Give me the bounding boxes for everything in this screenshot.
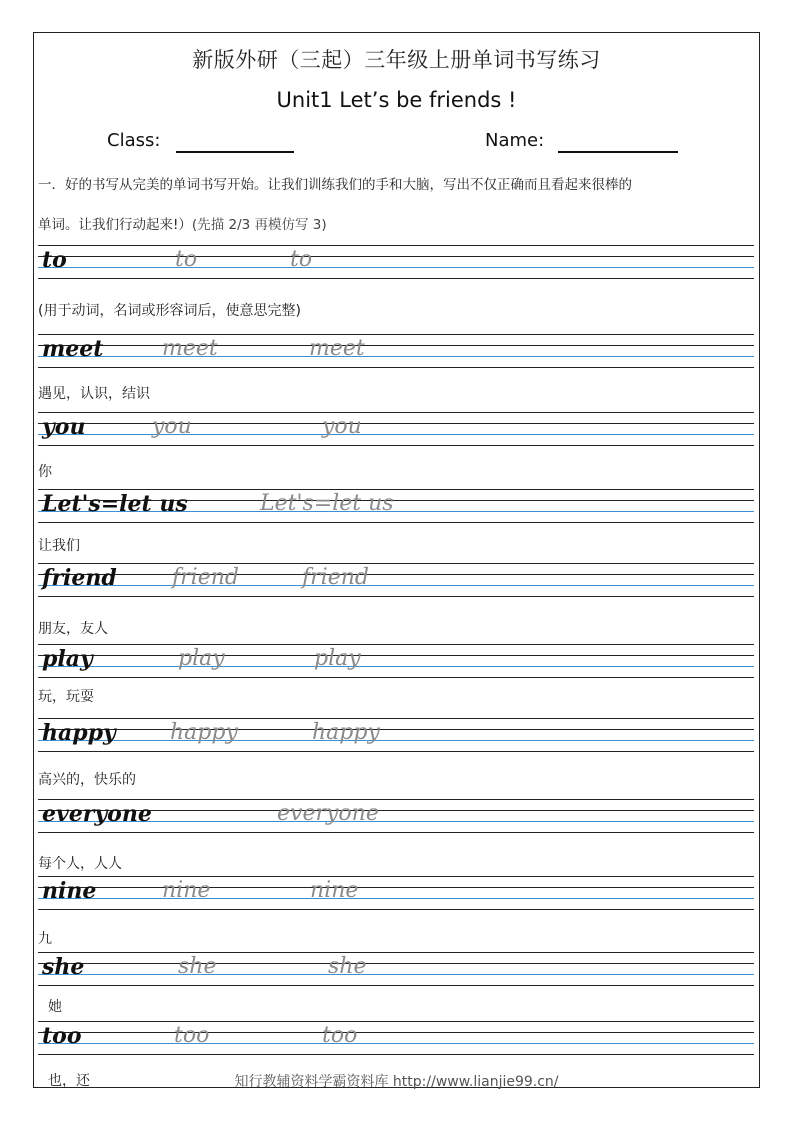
guide-line bbox=[38, 367, 754, 368]
writing-lines[interactable] bbox=[38, 412, 754, 448]
guide-line bbox=[38, 445, 754, 446]
guide-line bbox=[38, 909, 754, 910]
guide-line bbox=[38, 278, 754, 279]
trace-word: play bbox=[178, 646, 225, 671]
baseline-guide bbox=[38, 898, 754, 899]
trace-word: you bbox=[322, 414, 362, 439]
baseline-guide bbox=[38, 585, 754, 586]
trace-word: Let's=let us bbox=[260, 491, 394, 516]
guide-line bbox=[38, 256, 754, 257]
model-word: meet bbox=[42, 336, 104, 362]
name-field[interactable] bbox=[558, 151, 678, 153]
word-meaning: 玩，玩耍 bbox=[38, 689, 94, 705]
guide-line bbox=[38, 334, 754, 335]
writing-lines[interactable] bbox=[38, 952, 754, 988]
baseline-guide bbox=[38, 356, 754, 357]
guide-line bbox=[38, 832, 754, 833]
class-field[interactable] bbox=[176, 151, 294, 153]
model-word: you bbox=[42, 414, 86, 440]
model-word: to bbox=[42, 247, 67, 273]
guide-line bbox=[38, 522, 754, 523]
baseline-guide bbox=[38, 740, 754, 741]
baseline-guide bbox=[38, 434, 754, 435]
trace-word: too bbox=[322, 1023, 358, 1048]
guide-line bbox=[38, 729, 754, 730]
word-meaning: 朋友，友人 bbox=[38, 621, 108, 637]
word-meaning: 你 bbox=[38, 464, 52, 480]
model-word: nine bbox=[42, 878, 97, 904]
guide-line bbox=[38, 952, 754, 953]
writing-lines[interactable] bbox=[38, 644, 754, 680]
instruction-hint: (先描 2/3 再模仿写 3) bbox=[191, 217, 327, 233]
model-word: friend bbox=[42, 565, 117, 591]
word-meaning: 九 bbox=[38, 931, 52, 947]
instruction-text: 单词。让我们行动起来!） bbox=[38, 217, 192, 233]
guide-line bbox=[38, 985, 754, 986]
class-label: Class: bbox=[107, 130, 161, 151]
writing-lines[interactable] bbox=[38, 1021, 754, 1057]
baseline-guide bbox=[38, 267, 754, 268]
trace-word: everyone bbox=[277, 801, 379, 826]
writing-lines[interactable] bbox=[38, 563, 754, 599]
trace-word: play bbox=[314, 646, 361, 671]
guide-line bbox=[38, 489, 754, 490]
guide-line bbox=[38, 887, 754, 888]
word-meaning: (用于动词，名词或形容词后，使意思完整) bbox=[38, 303, 301, 319]
writing-lines[interactable] bbox=[38, 718, 754, 754]
word-meaning: 她 bbox=[48, 999, 62, 1015]
trace-word: happy bbox=[170, 720, 238, 745]
model-word: Let's=let us bbox=[42, 491, 188, 517]
guide-line bbox=[38, 751, 754, 752]
name-label: Name: bbox=[485, 130, 545, 151]
trace-word: to bbox=[290, 247, 313, 272]
model-word: she bbox=[42, 954, 85, 980]
guide-line bbox=[38, 963, 754, 964]
writing-lines[interactable] bbox=[38, 334, 754, 370]
guide-line bbox=[38, 1054, 754, 1055]
trace-word: nine bbox=[310, 878, 359, 903]
guide-line bbox=[38, 345, 754, 346]
trace-word: meet bbox=[162, 336, 218, 361]
guide-line bbox=[38, 876, 754, 877]
model-word: too bbox=[42, 1023, 82, 1049]
trace-word: too bbox=[174, 1023, 210, 1048]
guide-line bbox=[38, 799, 754, 800]
instruction-line-2 bbox=[38, 215, 754, 235]
guide-line bbox=[38, 655, 754, 656]
guide-line bbox=[38, 574, 754, 575]
guide-line bbox=[38, 718, 754, 719]
word-meaning: 高兴的，快乐的 bbox=[38, 772, 136, 788]
model-word: play bbox=[42, 646, 93, 672]
model-word: happy bbox=[42, 720, 116, 746]
trace-word: friend bbox=[302, 565, 369, 590]
guide-line bbox=[38, 1021, 754, 1022]
instruction-line-1: 一．好的书写从完美的单词书写开始。让我们训练我们的手和大脑，写出不仅正确而且看起来很棒的 bbox=[38, 177, 632, 193]
guide-line bbox=[38, 412, 754, 413]
model-word: everyone bbox=[42, 801, 152, 827]
writing-lines[interactable] bbox=[38, 245, 754, 281]
trace-word: nine bbox=[162, 878, 211, 903]
baseline-guide bbox=[38, 1043, 754, 1044]
unit-title: Unit1 Let’s be friends ! bbox=[276, 88, 517, 112]
trace-word: you bbox=[152, 414, 192, 439]
word-meaning: 也，还 bbox=[48, 1073, 90, 1089]
guide-line bbox=[38, 1032, 754, 1033]
guide-line bbox=[38, 563, 754, 564]
trace-word: she bbox=[328, 954, 367, 979]
writing-lines[interactable] bbox=[38, 876, 754, 912]
guide-line bbox=[38, 245, 754, 246]
baseline-guide bbox=[38, 974, 754, 975]
word-meaning: 每个人，人人 bbox=[38, 856, 122, 872]
guide-line bbox=[38, 423, 754, 424]
guide-line bbox=[38, 677, 754, 678]
page-title: 新版外研（三起）三年级上册单词书写练习 bbox=[192, 48, 601, 72]
guide-line bbox=[38, 596, 754, 597]
trace-word: friend bbox=[172, 565, 239, 590]
guide-line bbox=[38, 644, 754, 645]
trace-word: happy bbox=[312, 720, 380, 745]
trace-word: she bbox=[178, 954, 217, 979]
word-meaning: 让我们 bbox=[38, 538, 80, 554]
trace-word: to bbox=[175, 247, 198, 272]
footer-watermark: 知行教辅资料学霸资料库 http://www.lianjie99.cn/ bbox=[234, 1074, 559, 1090]
trace-word: meet bbox=[309, 336, 365, 361]
word-meaning: 遇见，认识，结识 bbox=[38, 386, 150, 402]
baseline-guide bbox=[38, 666, 754, 667]
